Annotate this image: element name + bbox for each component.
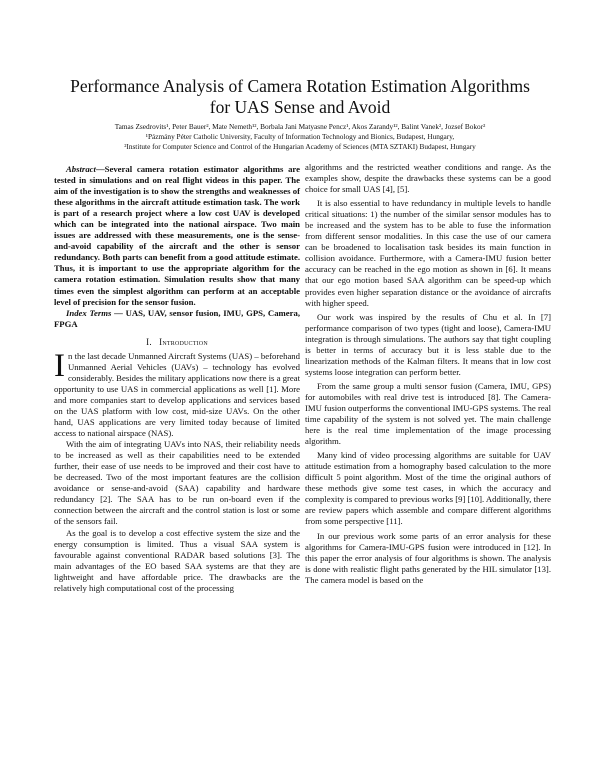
paper-title bbox=[40, 76, 560, 118]
drop-cap: I bbox=[54, 347, 65, 384]
right-paragraph-6: In our previous work some parts of an error analysis for these algorithms for Camera-IMU-GPS fusion were introduced in [12]. In this paper the error analysis of four algorithms is shown. The analysis is done with realistic flight paths generated by the HIL simulator [13]. The camera model is based on the bbox=[305, 530, 551, 585]
title-line-1: Performance Analysis of Camera Rotation Estimation Algorithms bbox=[70, 76, 530, 96]
title-line-2: for UAS Sense and Avoid bbox=[209, 97, 391, 117]
author-block bbox=[30, 122, 570, 152]
right-paragraph-2: It is also essential to have redundancy in multiple levels to handle critical situations: 1) the number of the similar sensor modules has to be increased and the system has to be able to fuse the information from different sensor modalities. In this case the use of our camera can be broadened to localisation task besides its main function in collision avoidance. Furthermore, with a Camera-IMU fusion better accuracy can be reached in the ego motion as shown in [6]. It means that our ego motion based SAA algorithm can be speed-up which provides even higher separation distance or the avoidance of aircrafts with higher speed. bbox=[305, 198, 551, 308]
affiliation-1: ¹Pázmány Péter Catholic University, Faculty of Information Technology and Bionics, Budapest, Hungary, bbox=[145, 132, 455, 141]
abstract bbox=[54, 164, 300, 308]
index-terms-text: — UAS, UAV, sensor fusion, IMU, GPS, Camera, FPGA bbox=[54, 307, 300, 329]
intro-paragraph-3: As the goal is to develop a cost effective system the size and the energy consumption is limited. Thus a visual SAA system is favourable against conventional RADAR based solutions [3]. The main advantages of the EO based SAA systems are that they are lightweight and have affordable price. The drawbacks are the relatively high computational cost of the processing bbox=[54, 527, 300, 593]
right-paragraph-4: From the same group a multi sensor fusion (Camera, IMU, GPS) for automobiles with real drive test is introduced [8]. The Camera-IMU fusion outperforms the conventional IMU-GPS systems. The real time capability of the system is not solved yet. The main challenge here is the real time implementation of the image processing algorithm. bbox=[305, 380, 551, 447]
right-paragraph-5: Many kind of video processing algorithms are suitable for UAV attitude estimation from a homography based calculation to the more difficult 5 point algorithm. Most of the time the original authors of these methods give some test cases, in which the accuracy and complexity is compared to previous works [9] [10]. Additionally, there are review papers which assemble and compare different algorithms from some perspective [11]. bbox=[305, 450, 551, 527]
section-title: Introduction bbox=[159, 336, 208, 347]
index-terms-lead: Index Terms bbox=[66, 307, 112, 318]
section-number: I. bbox=[146, 336, 152, 347]
right-paragraph-3: Our work was inspired by the results of Chu et al. In [7] performance comparison of two types (tight and loose), Camera-IMU integration is through simulations. The authors say that tight coupling is better in terms of accuracy but it is less stable due to the linearization methods of the Kalman filters. It means that in low cost systems loose integration can perform better. bbox=[305, 311, 551, 377]
affiliation-2: ²Institute for Computer Science and Control of the Hungarian Academy of Sciences (MTA SZTAKI) Budapest, Hungary bbox=[124, 142, 476, 151]
abstract-text: —Several camera rotation estimator algorithms are tested in simulations and on real flight videos in this paper. The aim of the investigation is to show the strengths and weaknesses of these algorithms in the aircraft attitude estimation task. The work is part of a research project where a low cost UAV is developed which can be integrated into the national airspace. Two main issues are addressed with these measurements, one is the sense-and-avoid capability of the aircraft and the other is sensor redundancy. Both parts can benefit from a good attitude estimate. Thus, it is important to use the appropriate algorithm for the camera rotation estimation. Simulation results show that many times even the simplest algorithm can perform at an acceptable level of precision for the sensor fusion. bbox=[54, 164, 300, 307]
index-terms bbox=[54, 308, 300, 330]
author-list: Tamas Zsedrovits¹, Peter Bauer², Mate Nemeth¹², Borbala Jani Matyasne Pencz¹, Akos Zarandy¹², Balint Vanek², Jozsef Bokor² bbox=[114, 122, 486, 131]
left-column bbox=[54, 164, 300, 594]
intro-paragraph-1-text: n the last decade Unmanned Aircraft Systems (UAS) – beforehand Unmanned Aerial Vehicles (UAVs) – technology has evolved considerably. Besides the military applications now there is a great opportunity to use UAS in commercial applications as well [1]. More and more companies start to develop applications and services based on the UAS platform with low cost, mid-size UAVs. On the other hand, UAS applications are very limited today because of limited access to national airspace (NAS). bbox=[54, 350, 300, 439]
section-heading-introduction bbox=[54, 337, 300, 348]
intro-paragraph-2: With the aim of integrating UAVs into NAS, their reliability needs to be increased as well as their capabilities need to be extended further, their ease of use needs to be improved and their cost have to be decreased. Two of the most important features are the collision avoidance or sense-and-avoid (SAA) capability and hardware redundancy [2]. The SAA has to be run on-board even if the connection between the aircraft and the control station is lost or some of the sensors fail. bbox=[54, 439, 300, 527]
abstract-lead: Abstract bbox=[66, 164, 96, 174]
right-column bbox=[305, 162, 551, 586]
right-paragraph-1: algorithms and the restricted weather conditions and range. As the examples show, despite the drawbacks these systems can be a good choice for small UAS [4], [5]. bbox=[305, 162, 551, 195]
intro-paragraph-1 bbox=[54, 347, 300, 439]
